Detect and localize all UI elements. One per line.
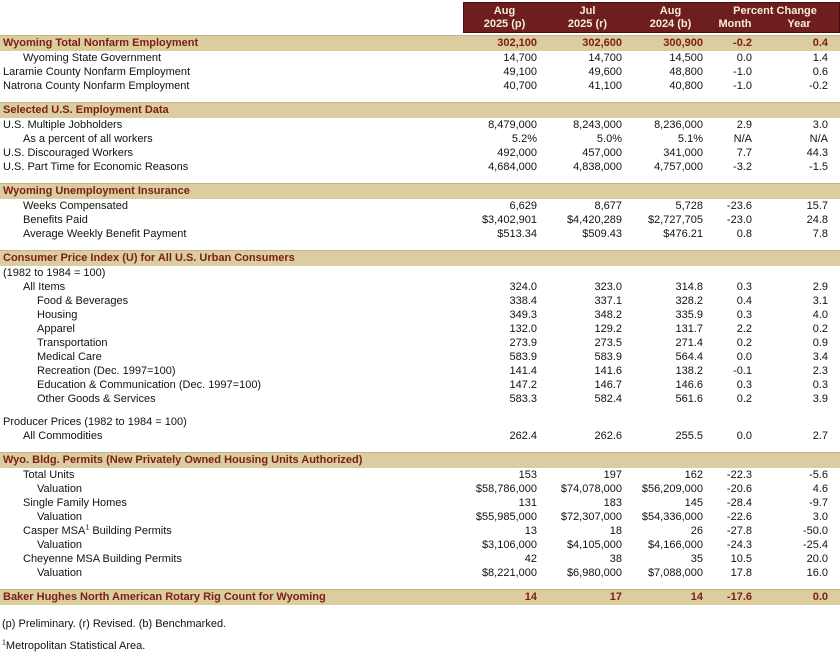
cell-pct-change-year: 3.0 <box>812 511 828 523</box>
table-row <box>0 429 840 443</box>
row-label: As a percent of all workers <box>23 133 153 145</box>
cell-pct-change-month: -23.6 <box>726 200 752 212</box>
table-row <box>0 538 840 552</box>
cell-pct-change-year: 0.2 <box>812 323 828 335</box>
cell-pct-change-month: 7.7 <box>736 147 752 159</box>
cell-pct-change-year: 3.1 <box>812 295 828 307</box>
cell-pct-change-year: 3.4 <box>812 351 828 363</box>
row-label: Natrona County Nonfarm Employment <box>3 80 190 92</box>
table-header <box>0 2 840 33</box>
cell-aug-2025: 5.2% <box>511 133 537 145</box>
column-header-line1: Aug <box>493 4 516 17</box>
cell-pct-change-month: -20.6 <box>726 483 752 495</box>
percent-change-subheaders <box>711 18 839 31</box>
cell-aug-2024: 145 <box>684 497 703 509</box>
cell-pct-change-month: -27.8 <box>726 525 752 537</box>
cell-aug-2025: 42 <box>524 553 537 565</box>
cell-pct-change-year: 1.4 <box>812 52 828 64</box>
section-title: Wyoming Total Nonfarm Employment <box>3 37 199 49</box>
section-header-row <box>0 183 840 199</box>
footnote-legend: (p) Preliminary. (r) Revised. (b) Benchmarked. <box>2 618 227 630</box>
row-label: Valuation <box>37 539 83 551</box>
cell-aug-2024: $7,088,000 <box>647 567 703 579</box>
cell-jul-2025: 457,000 <box>582 147 622 159</box>
cell-aug-2025: $3,402,901 <box>481 214 537 226</box>
column-header-year: Year <box>787 17 811 30</box>
cell-aug-2024 <box>630 415 711 429</box>
cell-aug-2025: 338.4 <box>509 295 537 307</box>
table-row <box>0 294 840 308</box>
cell-aug-2025: 583.3 <box>509 393 537 405</box>
table-row <box>0 415 840 429</box>
table-row <box>0 227 840 241</box>
cell-pct-change-month: 0.4 <box>736 295 752 307</box>
row-label: Valuation <box>37 511 83 523</box>
cell-jul-2025: 273.5 <box>594 337 622 349</box>
cell-aug-2025: 40,700 <box>503 80 537 92</box>
cell-pct-change-year: 0.3 <box>812 379 828 391</box>
row-label: Apparel <box>37 323 75 335</box>
cell-pct-change-month: 17.8 <box>730 567 752 579</box>
cell-pct-change-year: 15.7 <box>806 200 828 212</box>
cell-jul-2025: 129.2 <box>594 323 622 335</box>
cell-pct-change-month: 0.8 <box>736 228 752 240</box>
table-row <box>0 280 840 294</box>
row-label: Transportation <box>37 337 108 349</box>
cell-aug-2025: 141.4 <box>509 365 537 377</box>
cell-aug-2024: 131.7 <box>675 323 703 335</box>
cell-aug-2025 <box>463 103 545 118</box>
row-label: Weeks Compensated <box>23 200 128 212</box>
cell-jul-2025: 302,600 <box>582 37 622 49</box>
row-label: U.S. Part Time for Economic Reasons <box>3 161 189 173</box>
table-row <box>0 552 840 566</box>
row-label: All Commodities <box>23 430 103 442</box>
cell-aug-2025: 4,684,000 <box>488 161 537 173</box>
cell-aug-2025: 131 <box>518 497 537 509</box>
cell-aug-2025: 132.0 <box>509 323 537 335</box>
cell-pct-change-year <box>760 415 840 429</box>
cell-pct-change-year: 4.0 <box>812 309 828 321</box>
cell-aug-2024: 40,800 <box>669 80 703 92</box>
section-consumer-price-index-u-for-all-u-s-urban-consume <box>0 250 840 406</box>
cell-aug-2025: $55,985,000 <box>475 511 537 523</box>
row-label-text: Building Permits <box>89 525 172 537</box>
section-baker-hughes-north-american-rotary-rig-count-for <box>0 589 840 605</box>
cell-aug-2024: 5.1% <box>677 133 703 145</box>
cell-pct-change-month: 0.3 <box>736 379 752 391</box>
cell-jul-2025: 8,677 <box>594 200 622 212</box>
row-label: (1982 to 1984 = 100) <box>3 267 106 279</box>
table-row <box>0 350 840 364</box>
cell-aug-2024 <box>630 184 711 199</box>
table-body <box>0 35 840 605</box>
cell-jul-2025 <box>545 415 630 429</box>
cell-pct-change-month <box>711 453 760 468</box>
cell-aug-2025: 147.2 <box>509 379 537 391</box>
cell-pct-change-month: 0.2 <box>736 337 752 349</box>
column-header-month: Month <box>718 17 752 30</box>
cell-pct-change-month: 0.3 <box>736 281 752 293</box>
cell-aug-2024 <box>630 266 711 280</box>
cell-pct-change-year: -9.7 <box>809 497 828 509</box>
cell-jul-2025: 183 <box>603 497 622 509</box>
cell-aug-2025: $8,221,000 <box>481 567 537 579</box>
cell-pct-change-month <box>711 184 760 199</box>
table-row <box>0 496 840 510</box>
table-row <box>0 566 840 580</box>
table-row <box>0 524 840 538</box>
row-label: Valuation <box>37 567 83 579</box>
cell-aug-2025: 262.4 <box>509 430 537 442</box>
cell-jul-2025: 146.7 <box>594 379 622 391</box>
cell-jul-2025: 38 <box>609 553 622 565</box>
cell-pct-change-month: -1.0 <box>733 66 752 78</box>
cell-aug-2024: $56,209,000 <box>641 483 703 495</box>
column-header-aug-2025 <box>464 3 545 32</box>
cell-jul-2025: $509.43 <box>582 228 622 240</box>
section-header-row <box>0 589 840 605</box>
cell-aug-2024: 561.6 <box>675 393 703 405</box>
row-label: Food & Beverages <box>37 295 129 307</box>
cell-pct-change-year: 0.6 <box>812 66 828 78</box>
cell-pct-change-year: 2.7 <box>812 430 828 442</box>
table-row <box>0 322 840 336</box>
cell-aug-2024: $54,336,000 <box>641 511 703 523</box>
cell-aug-2024: 4,757,000 <box>654 161 703 173</box>
cell-aug-2024: 314.8 <box>675 281 703 293</box>
footnote-msa-text: Metropolitan Statistical Area. <box>5 640 146 652</box>
cell-pct-change-year: 0.4 <box>812 37 828 49</box>
cell-aug-2024: 48,800 <box>669 66 703 78</box>
table-row <box>0 308 840 322</box>
cell-aug-2024: 271.4 <box>675 337 703 349</box>
cell-jul-2025: 583.9 <box>594 351 622 363</box>
section-wyo-bldg-permits-new-privately-owned-housing-uni <box>0 452 840 580</box>
cell-pct-change-year: -1.5 <box>809 161 828 173</box>
cell-aug-2025: $3,106,000 <box>481 539 537 551</box>
table-row <box>0 65 840 79</box>
cell-jul-2025 <box>545 103 630 118</box>
column-header-percent-change <box>711 3 839 32</box>
cell-pct-change-year <box>760 184 840 199</box>
cell-pct-change-year: 4.6 <box>812 483 828 495</box>
cell-aug-2024 <box>630 103 711 118</box>
cell-aug-2025: 14 <box>524 591 537 603</box>
cell-jul-2025: 5.0% <box>596 133 622 145</box>
section-wyoming-total-nonfarm-employment <box>0 35 840 93</box>
table-row <box>0 482 840 496</box>
cell-aug-2025: $58,786,000 <box>475 483 537 495</box>
cell-jul-2025: 337.1 <box>594 295 622 307</box>
row-label: All Items <box>23 281 66 293</box>
section-producer-prices <box>0 415 840 443</box>
table-row <box>0 199 840 213</box>
section-header-row <box>0 102 840 118</box>
table-row <box>0 51 840 65</box>
cell-pct-change-month: -17.6 <box>726 591 752 603</box>
table-row <box>0 79 840 93</box>
cell-pct-change-month: N/A <box>733 133 752 145</box>
cell-pct-change-year: 3.0 <box>812 119 828 131</box>
cell-jul-2025: $72,307,000 <box>560 511 622 523</box>
cell-jul-2025: 18 <box>609 525 622 537</box>
cell-pct-change-year <box>760 266 840 280</box>
cell-aug-2024: 341,000 <box>663 147 703 159</box>
cell-jul-2025 <box>545 453 630 468</box>
cell-pct-change-month: 2.9 <box>736 119 752 131</box>
cell-pct-change-month: -0.1 <box>733 365 752 377</box>
footnote-msa <box>2 639 840 654</box>
section-header-row <box>0 35 840 51</box>
section-title: Wyo. Bldg. Permits (New Privately Owned Housing Units Authorized) <box>3 454 363 466</box>
cell-pct-change-month: 0.0 <box>736 52 752 64</box>
cell-aug-2025: $513.34 <box>497 228 537 240</box>
cell-jul-2025: 41,100 <box>588 80 622 92</box>
cell-pct-change-month: 10.5 <box>730 553 752 565</box>
cell-aug-2025: 324.0 <box>509 281 537 293</box>
table-row <box>0 213 840 227</box>
section-title: Consumer Price Index (U) for All U.S. Urban Consumers <box>3 252 295 264</box>
cell-pct-change-year: 0.9 <box>812 337 828 349</box>
cell-pct-change-year: 0.0 <box>812 591 828 603</box>
cell-aug-2025 <box>463 453 545 468</box>
cell-aug-2025 <box>463 251 545 266</box>
cell-aug-2025: 273.9 <box>509 337 537 349</box>
section-header-row <box>0 452 840 468</box>
table-row <box>0 160 840 174</box>
cell-aug-2024: 300,900 <box>663 37 703 49</box>
table-row <box>0 118 840 132</box>
cell-aug-2024: 255.5 <box>675 430 703 442</box>
table-row <box>0 468 840 482</box>
cell-pct-change-month: -22.6 <box>726 511 752 523</box>
cell-aug-2024: 146.6 <box>675 379 703 391</box>
cell-pct-change-year: 24.8 <box>806 214 828 226</box>
cell-jul-2025: 197 <box>603 469 622 481</box>
column-header-aug-2024 <box>630 3 711 32</box>
cell-aug-2024: 14 <box>690 591 703 603</box>
cell-aug-2025 <box>463 184 545 199</box>
cell-jul-2025: 4,838,000 <box>573 161 622 173</box>
cell-pct-change-month: -22.3 <box>726 469 752 481</box>
cell-pct-change-month <box>711 103 760 118</box>
cell-aug-2025: 8,479,000 <box>488 119 537 131</box>
table-row <box>0 392 840 406</box>
row-label: Recreation (Dec. 1997=100) <box>37 365 176 377</box>
row-label: Valuation <box>37 483 83 495</box>
section-selected-u-s-employment-data <box>0 102 840 174</box>
cell-pct-change-month <box>711 415 760 429</box>
cell-pct-change-year: 7.8 <box>812 228 828 240</box>
row-label: Benefits Paid <box>23 214 88 226</box>
row-label: Housing <box>37 309 78 321</box>
row-label: U.S. Multiple Jobholders <box>3 119 123 131</box>
column-header-line1: Aug <box>659 4 682 17</box>
cell-aug-2024: $476.21 <box>663 228 703 240</box>
cell-aug-2024: 8,236,000 <box>654 119 703 131</box>
cell-jul-2025 <box>545 266 630 280</box>
cell-aug-2025: 13 <box>524 525 537 537</box>
cell-jul-2025: 17 <box>609 591 622 603</box>
cell-pct-change-month: -0.2 <box>733 37 752 49</box>
cell-aug-2025 <box>463 415 545 429</box>
footnote-marker: 1 <box>85 524 90 532</box>
row-label: Cheyenne MSA Building Permits <box>23 553 182 565</box>
cell-aug-2024: 5,728 <box>675 200 703 212</box>
cell-pct-change-year: 3.9 <box>812 393 828 405</box>
cell-jul-2025: $4,420,289 <box>566 214 622 226</box>
cell-jul-2025 <box>545 184 630 199</box>
cell-aug-2025: 302,100 <box>497 37 537 49</box>
cell-aug-2025 <box>463 266 545 280</box>
row-label: Single Family Homes <box>23 497 127 509</box>
cell-aug-2025: 583.9 <box>509 351 537 363</box>
section-title: Baker Hughes North American Rotary Rig Count for Wyoming <box>3 591 326 603</box>
row-label: Education & Communication (Dec. 1997=100) <box>37 379 262 391</box>
cell-pct-change-month: -23.0 <box>726 214 752 226</box>
cell-aug-2024: 26 <box>690 525 703 537</box>
cell-jul-2025: 14,700 <box>588 52 622 64</box>
section-wyoming-unemployment-insurance <box>0 183 840 241</box>
cell-pct-change-year: 16.0 <box>806 567 828 579</box>
row-label: Wyoming State Government <box>23 52 162 64</box>
cell-pct-change-month: 0.2 <box>736 393 752 405</box>
row-label <box>0 524 463 538</box>
column-header-line1: Jul <box>579 4 596 17</box>
cell-pct-change-year <box>760 103 840 118</box>
cell-pct-change-month: -1.0 <box>733 80 752 92</box>
cell-pct-change-year: 2.3 <box>812 365 828 377</box>
cell-pct-change-year: -0.2 <box>809 80 828 92</box>
cell-aug-2025: 492,000 <box>497 147 537 159</box>
cell-jul-2025: 323.0 <box>594 281 622 293</box>
cell-jul-2025: 348.2 <box>594 309 622 321</box>
row-label: Laramie County Nonfarm Employment <box>3 66 191 78</box>
cell-pct-change-month: 0.0 <box>736 430 752 442</box>
cell-aug-2024: 328.2 <box>675 295 703 307</box>
table-row <box>0 146 840 160</box>
cell-pct-change-year <box>760 453 840 468</box>
column-header-line2: 2025 (p) <box>483 17 526 30</box>
section-header-row <box>0 250 840 266</box>
cell-aug-2025: 14,700 <box>503 52 537 64</box>
cell-aug-2024: 138.2 <box>675 365 703 377</box>
cell-pct-change-year: -50.0 <box>802 525 828 537</box>
cell-jul-2025: 8,243,000 <box>573 119 622 131</box>
cell-aug-2024 <box>630 251 711 266</box>
cell-aug-2024: 335.9 <box>675 309 703 321</box>
cell-pct-change-month: -28.4 <box>726 497 752 509</box>
cell-aug-2024: $4,166,000 <box>647 539 703 551</box>
cell-pct-change-year: -25.4 <box>802 539 828 551</box>
cell-aug-2024: 35 <box>690 553 703 565</box>
table-row <box>0 364 840 378</box>
cell-aug-2024: 162 <box>684 469 703 481</box>
cell-jul-2025: 141.6 <box>594 365 622 377</box>
row-label: Total Units <box>23 469 75 481</box>
cell-pct-change-month <box>711 266 760 280</box>
cell-pct-change-month: -24.3 <box>726 539 752 551</box>
row-label: U.S. Discouraged Workers <box>3 147 134 159</box>
cell-jul-2025: 49,600 <box>588 66 622 78</box>
cell-pct-change-year: 2.9 <box>812 281 828 293</box>
cell-jul-2025 <box>545 251 630 266</box>
cell-aug-2025: 6,629 <box>509 200 537 212</box>
cell-pct-change-year: 44.3 <box>806 147 828 159</box>
cell-jul-2025: 582.4 <box>594 393 622 405</box>
cell-pct-change-year: N/A <box>809 133 828 145</box>
cell-pct-change-year: 20.0 <box>806 553 828 565</box>
row-label: Average Weekly Benefit Payment <box>23 228 187 240</box>
table-row <box>0 510 840 524</box>
row-label: Other Goods & Services <box>37 393 156 405</box>
table-row <box>0 266 840 280</box>
cell-aug-2024 <box>630 453 711 468</box>
cell-aug-2024: 564.4 <box>675 351 703 363</box>
percent-change-label: Percent Change <box>733 4 817 17</box>
row-label-text: Casper MSA <box>23 525 86 537</box>
column-header-line2: 2025 (r) <box>567 17 608 30</box>
cell-aug-2024: 14,500 <box>669 52 703 64</box>
cell-pct-change-year: -5.6 <box>809 469 828 481</box>
cell-aug-2025: 349.3 <box>509 309 537 321</box>
cell-pct-change-month <box>711 251 760 266</box>
footnotes <box>0 617 840 654</box>
cell-pct-change-month: 2.2 <box>736 323 752 335</box>
header-columns <box>463 2 840 33</box>
row-label: Medical Care <box>37 351 102 363</box>
header-spacer <box>0 2 463 33</box>
table-row <box>0 336 840 350</box>
row-label: Producer Prices (1982 to 1984 = 100) <box>3 416 187 428</box>
cell-aug-2025: 49,100 <box>503 66 537 78</box>
cell-aug-2024: $2,727,705 <box>647 214 703 226</box>
section-title: Selected U.S. Employment Data <box>3 104 169 116</box>
cell-jul-2025: 262.6 <box>594 430 622 442</box>
column-header-line2: 2024 (b) <box>649 17 692 30</box>
cell-pct-change-month: -3.2 <box>733 161 752 173</box>
section-title: Wyoming Unemployment Insurance <box>3 185 190 197</box>
table-row <box>0 378 840 392</box>
column-header-jul-2025 <box>545 3 630 32</box>
cell-pct-change-year <box>760 251 840 266</box>
cell-jul-2025: $6,980,000 <box>566 567 622 579</box>
cell-jul-2025: $4,105,000 <box>566 539 622 551</box>
cell-pct-change-month: 0.0 <box>736 351 752 363</box>
cell-jul-2025: $74,078,000 <box>560 483 622 495</box>
footnote-marker: 1 <box>2 639 6 647</box>
cell-pct-change-month: 0.3 <box>736 309 752 321</box>
cell-aug-2025: 153 <box>518 469 537 481</box>
table-row <box>0 132 840 146</box>
